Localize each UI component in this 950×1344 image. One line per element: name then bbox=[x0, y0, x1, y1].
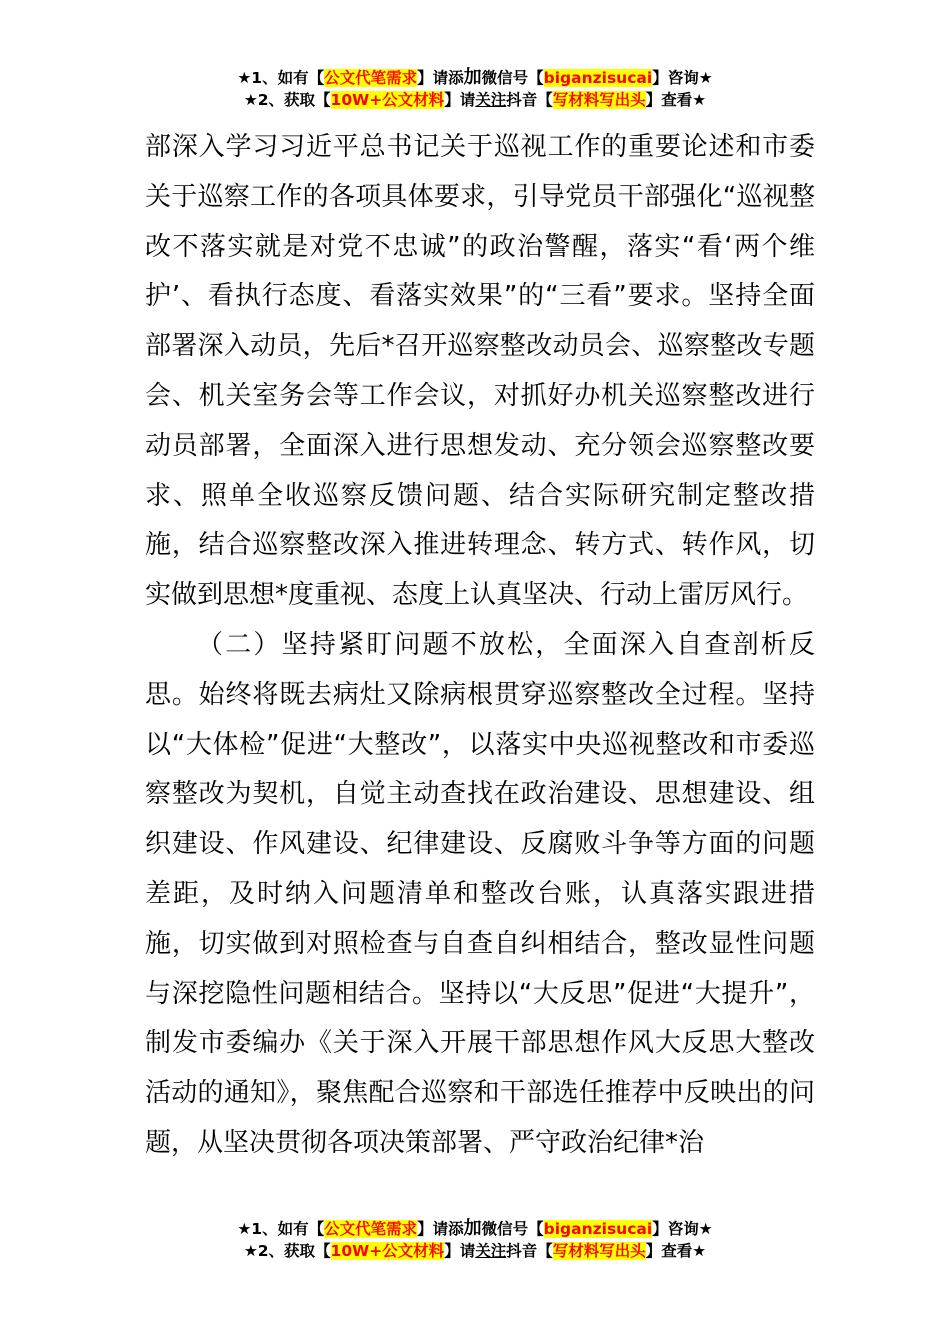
banner-line-1 bbox=[0, 67, 950, 89]
douyin-id: 写材料写出头 bbox=[552, 91, 646, 109]
banner-text: 】请添 bbox=[417, 69, 464, 87]
banner-line-2 bbox=[0, 89, 950, 111]
highlight-text: 10W+公文材料 bbox=[330, 1242, 445, 1260]
star-icon: ★ bbox=[698, 1220, 713, 1238]
banner-text: 】请添 bbox=[417, 1220, 464, 1238]
banner-text: 关注 bbox=[475, 91, 507, 109]
banner-text: 微信号【 bbox=[481, 1220, 544, 1238]
header-banner bbox=[0, 67, 950, 111]
douyin-id: 写材料写出头 bbox=[552, 1242, 646, 1260]
star-icon: ★ bbox=[237, 69, 252, 87]
banner-text: 2、获取【 bbox=[257, 91, 331, 109]
banner-text: 】咨询 bbox=[652, 1220, 699, 1238]
banner-line-1 bbox=[0, 1218, 950, 1240]
paragraph-1: 部深入学习习近平总书记关于巡视工作的重要论述和市委关于巡察工作的各项具体要求，引导党员干部强化“巡视整改不落实就是对党不忠诚”的政治警醒，落实“看‘两个维护’、看执行态度、看落实效果”的“三看”要求。坚持全面部署深入动员，先后*召开巡察整改动员会、巡察整改专题会、机关室务会等工作会议，对抓好办机关巡察整改进行动员部署，全面深入进行思想发动、充分领会巡察整改要求、照单全收巡察反馈问题、结合实际研究制定整改措施，结合巡察整改深入推进转理念、转方式、转作风，切实做到思想*度重视、态度上认真坚决、行动上雷厉风行。 bbox=[145, 132, 815, 611]
star-icon: ★ bbox=[237, 1220, 252, 1238]
banner-text: 】请 bbox=[444, 1242, 476, 1260]
footer-banner bbox=[0, 1218, 950, 1262]
document-body bbox=[145, 123, 815, 1169]
banner-text: 2、获取【 bbox=[257, 1242, 331, 1260]
wechat-id: biganzisucai bbox=[543, 1220, 653, 1238]
banner-text: 】查看 bbox=[645, 91, 693, 109]
banner-text: 1、如有【 bbox=[251, 1220, 325, 1238]
banner-text: 1、如有【 bbox=[251, 69, 325, 87]
banner-text: 抖音【 bbox=[506, 91, 553, 109]
banner-text: 】请 bbox=[444, 91, 476, 109]
banner-text: 加 bbox=[463, 67, 482, 88]
star-icon: ★ bbox=[243, 1242, 258, 1260]
highlight-text: 公文代笔需求 bbox=[324, 69, 418, 87]
star-icon: ★ bbox=[243, 91, 258, 109]
star-icon: ★ bbox=[698, 69, 713, 87]
banner-text: 抖音【 bbox=[506, 1242, 553, 1260]
banner-text: 关注 bbox=[475, 1242, 507, 1260]
banner-text: 】咨询 bbox=[652, 69, 699, 87]
banner-text: 】查看 bbox=[645, 1242, 693, 1260]
star-icon: ★ bbox=[692, 1242, 707, 1260]
banner-text: 加 bbox=[463, 1218, 482, 1239]
highlight-text: 10W+公文材料 bbox=[330, 91, 445, 109]
banner-text: 微信号【 bbox=[481, 69, 544, 87]
banner-line-2 bbox=[0, 1240, 950, 1262]
wechat-id: biganzisucai bbox=[543, 69, 653, 87]
highlight-text: 公文代笔需求 bbox=[324, 1220, 418, 1238]
paragraph-2: （二）坚持紧盯问题不放松，全面深入自查剖析反思。始终将既去病灶又除病根贯穿巡察整改全过程。坚持以“大体检”促进“大整改”，以落实中央巡视整改和市委巡察整改为契机，自觉主动查找在政治建设、思想建设、组织建设、作风建设、纪律建设、反腐败斗争等方面的问题差距，及时纳入问题清单和整改台账，认真落实跟进措施，切实做到对照检查与自查自纠相结合，整改显性问题与深挖隐性问题相结合。坚持以“大反思”促进“大提升”，制发市委编办《关于深入开展干部思想作风大反思大整改活动的通知》，聚焦配合巡察和干部选任推荐中反映出的问题，从坚决贯彻各项决策部署、严守政治纪律*治 bbox=[145, 629, 815, 1158]
star-icon: ★ bbox=[692, 91, 707, 109]
